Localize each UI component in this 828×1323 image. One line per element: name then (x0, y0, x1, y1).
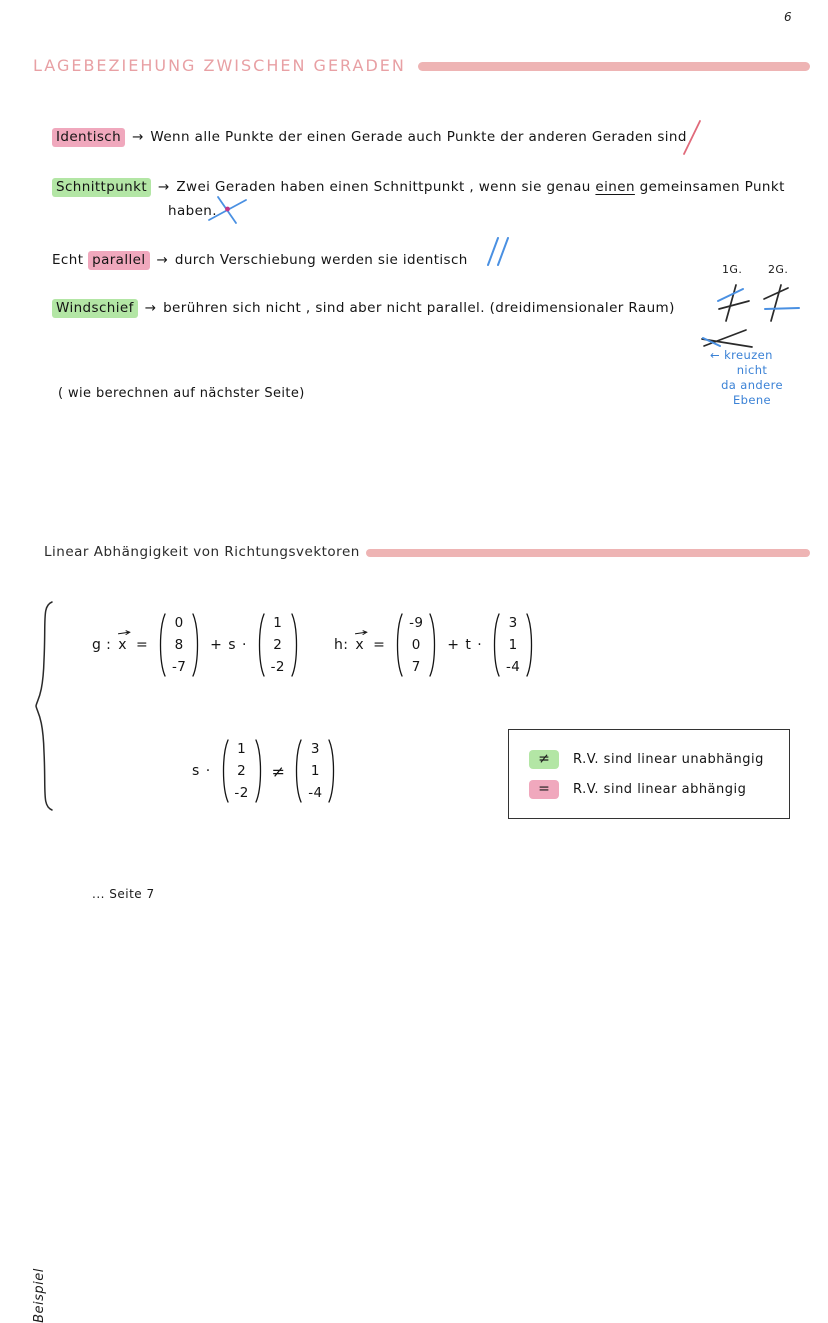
blue-margin-note (692, 348, 812, 408)
legend-row-independent (529, 746, 789, 772)
equation-h-parameter: t (465, 637, 472, 653)
paren-left-icon (490, 612, 501, 678)
equation-g-parameter: s (228, 637, 236, 653)
definition-echt-parallel-text: durch Verschiebung werden sie identisch (174, 252, 468, 268)
definition-schnittpunkt-underlined: einen (595, 179, 635, 195)
not-equal-symbol-chip: ≠ (529, 750, 559, 769)
vector-components (303, 738, 327, 804)
arrow-icon: → (156, 252, 168, 268)
definition-echt-parallel (52, 250, 808, 270)
vector-component: 7 (411, 659, 421, 675)
left-arrow-icon: ← (710, 348, 721, 362)
equation-h-dot: · (477, 637, 483, 653)
comparison-relation: ≠ (271, 761, 286, 781)
skew-lines-diagram-1-icon (716, 283, 752, 327)
example-label: Beispiel (31, 1268, 47, 1323)
vector-component: 1 (273, 615, 283, 631)
label-gerade-2: 2G. (768, 263, 789, 276)
vector-component: -4 (505, 659, 521, 675)
vector-components (266, 612, 290, 678)
comparison-dot: · (205, 763, 211, 779)
equation-g-dot: · (241, 637, 247, 653)
vector-component: -2 (234, 785, 249, 801)
blue-note-text-3: da andere (721, 378, 783, 392)
vector-component: -2 (270, 659, 285, 675)
legend-text-dependent: R.V. sind linear abhängig (573, 781, 747, 797)
vector-component: 1 (508, 637, 518, 653)
paren-right-icon (191, 612, 202, 678)
arrow-icon: → (144, 300, 157, 316)
footer-note: ... Seite 7 (92, 887, 155, 901)
equation-h-direction-vector (490, 612, 536, 678)
equation-g-variable: x (118, 637, 127, 653)
equation-line-g (92, 612, 303, 678)
vector-component: 8 (174, 637, 184, 653)
keyword-windschief: Windschief (52, 299, 138, 318)
definition-schnittpunkt (52, 177, 808, 197)
vector-component: 3 (310, 741, 320, 757)
arrow-icon: → (158, 179, 170, 195)
vector-components (167, 612, 191, 678)
blue-note-text-2: nicht (736, 363, 768, 377)
paren-right-icon (254, 738, 265, 804)
vector-component: 2 (273, 637, 283, 653)
paren-left-icon (219, 738, 230, 804)
paren-left-icon (292, 738, 303, 804)
equation-h-equals: = (373, 637, 386, 653)
paren-right-icon (327, 738, 338, 804)
keyword-echt-prefix: Echt (52, 252, 89, 268)
vector-component: -4 (308, 785, 323, 801)
vector-arrow-icon (117, 630, 132, 636)
parallel-lines-icon (482, 235, 516, 273)
single-slanted-line-icon (678, 118, 708, 162)
equation-h-support-vector (393, 612, 439, 678)
keyword-identisch: Identisch (52, 128, 125, 147)
page-number: 6 (783, 10, 792, 24)
vector-components (230, 738, 254, 804)
vector-component: 1 (237, 741, 247, 757)
equation-comparison (192, 738, 340, 804)
equation-g-direction-vector (255, 612, 301, 678)
paren-right-icon (525, 612, 536, 678)
section2-title: Linear Abhängigkeit von Richtungsvektoren (44, 544, 360, 560)
paren-right-icon (428, 612, 439, 678)
vector-component: -9 (409, 615, 424, 631)
vector-component: 1 (310, 763, 320, 779)
vector-component: 3 (508, 615, 518, 631)
definition-schnittpunkt-text-a: Zwei Geraden haben einen Schnittpunkt , wenn sie genau (176, 179, 596, 195)
vector-x-symbol (355, 637, 364, 653)
equation-g-plus: + (210, 637, 223, 653)
paren-right-icon (290, 612, 301, 678)
equation-g-equals: = (135, 637, 149, 653)
definition-schnittpunkt-text-b: gemeinsamen Punkt (634, 179, 785, 195)
comparison-left-vector (219, 738, 265, 804)
definition-windschief-text: berühren sich nicht , sind aber nicht parallel. (dreidimensionaler Raum) (163, 300, 675, 316)
comparison-parameter: s (192, 763, 200, 779)
section2-title-row (44, 542, 810, 562)
equation-g-support-vector (156, 612, 202, 678)
legend-box (508, 729, 790, 819)
vector-component: -7 (171, 659, 187, 675)
legend-text-independent: R.V. sind linear unabhängig (573, 751, 764, 767)
vector-components (404, 612, 428, 678)
section2-rule-bar (366, 549, 810, 557)
crossing-lines-icon (206, 193, 250, 229)
paren-left-icon (156, 612, 167, 678)
paren-left-icon (255, 612, 266, 678)
comparison-right-vector (292, 738, 338, 804)
hint-text: ( wie berechnen auf nächster Seite) (58, 386, 305, 401)
definition-windschief (52, 298, 808, 318)
label-gerade-1: 1G. (722, 263, 743, 276)
equation-line-h (334, 612, 538, 678)
blue-note-text-4: Ebene (732, 393, 771, 407)
vector-component: 0 (174, 615, 184, 631)
vector-arrow-icon (354, 630, 369, 636)
definition-schnittpunkt-line2: haben. (168, 203, 217, 219)
page-title: LAGEBEZIEHUNG ZWISCHEN GERADEN (33, 55, 406, 75)
equation-g-name: g : (92, 637, 112, 653)
definition-identisch-text: Wenn alle Punkte der einen Gerade auch Punkte der anderen Geraden sind (150, 129, 687, 145)
vector-component: 2 (237, 763, 247, 779)
title-rule-bar (418, 62, 810, 71)
equal-symbol-chip: = (529, 780, 559, 799)
keyword-parallel: parallel (88, 251, 149, 270)
paren-left-icon (393, 612, 404, 678)
blue-note-line-1 (692, 348, 812, 363)
keyword-schnittpunkt: Schnittpunkt (52, 178, 151, 197)
blue-note-text-1: kreuzen (724, 348, 773, 362)
equation-h-variable: x (355, 637, 365, 653)
vector-component: 0 (411, 637, 421, 653)
example-brace (31, 600, 56, 1323)
legend-row-dependent (529, 776, 789, 802)
arrow-icon: → (132, 129, 144, 145)
equation-h-plus: + (447, 637, 460, 653)
main-title-row (33, 52, 810, 78)
vector-x-symbol (118, 637, 127, 653)
equation-h-name: h: (334, 637, 349, 653)
vector-components (501, 612, 525, 678)
skew-lines-diagram-2-icon (762, 283, 802, 327)
